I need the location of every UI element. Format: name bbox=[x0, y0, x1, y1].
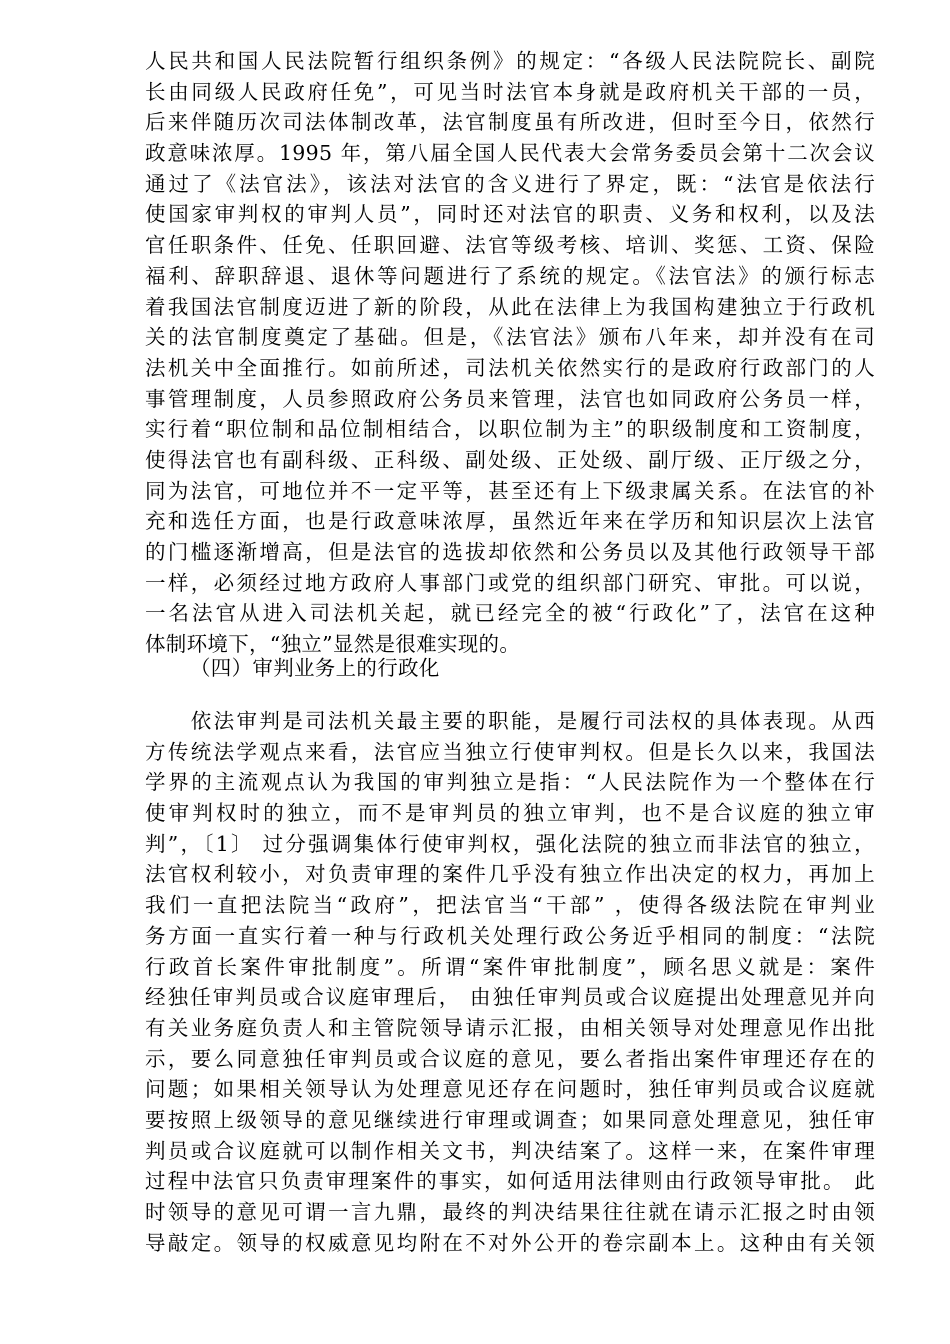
body-paragraph bbox=[145, 706, 875, 1258]
text-line: 法官权利较小，对负责审理的案件几乎没有独立作出决定的权力，再加上 bbox=[145, 862, 875, 887]
text-line: 依法审判是司法机关最主要的职能，是履行司法权的具体表现。从西 bbox=[145, 709, 875, 733]
text-line: 要按照上级领导的意见继续进行审理或调查；如果同意处理意见，独任审 bbox=[145, 1107, 875, 1132]
text-line: 导敲定。领导的权威意见均附在不对外公开的卷宗副本上。这种由有关领 bbox=[145, 1230, 875, 1255]
text-line: 人民共和国人民法院暂行组织条例》的规定：“各级人民法院院长、副院 bbox=[145, 49, 875, 73]
text-line: 政意味浓厚。1995 年，第八届全国人民代表大会常务委员会第十二次会议 bbox=[145, 141, 875, 166]
body-paragraph bbox=[145, 46, 875, 660]
text-line: 官任职条件、任免、任职回避、法官等级考核、培训、奖惩、工资、保险 bbox=[145, 233, 875, 258]
text-line: 着我国法官制度迈进了新的阶段，从此在法律上为我国构建独立于行政机 bbox=[145, 294, 875, 319]
text-line: 福利、辞职辞退、退休等问题进行了系统的规定。《法官法》的颁行标志 bbox=[145, 263, 875, 288]
text-line: 我们一直把法院当“政府”，把法官当“干部” ，使得各级法院在审判业 bbox=[145, 893, 875, 918]
text-line: 的门槛逐渐增高，但是法官的选拔却依然和公务员以及其他行政领导干部 bbox=[145, 540, 875, 564]
text-line: 同为法官，可地位并不一定平等，甚至还有上下级隶属关系。在法官的补 bbox=[145, 478, 875, 503]
text-line: 实行着“职位制和品位制相结合，以职位制为主”的职级制度和工资制度， bbox=[145, 417, 875, 442]
text-line: 问题；如果相关领导认为处理意见还存在问题时，独任审判员或合议庭就 bbox=[145, 1077, 875, 1102]
section-heading: （四）审判业务上的行政化 bbox=[190, 656, 440, 680]
text-line: 判员或合议庭就可以制作相关文书，判决结案了。这样一来，在案件审理 bbox=[145, 1138, 875, 1163]
text-line: 学界的主流观点认为我国的审判独立是指：“人民法院作为一个整体在行 bbox=[145, 770, 875, 795]
text-line: 示，要么同意独任审判员或合议庭的意见，要么者指出案件审理还存在的 bbox=[145, 1046, 875, 1071]
text-line: 方传统法学观点来看，法官应当独立行使审判权。但是长久以来，我国法 bbox=[145, 739, 875, 764]
text-line: 使国家审判权的审判人员”，同时还对法官的职责、义务和权利，以及法 bbox=[145, 202, 875, 227]
text-line: 通过了《法官法》，该法对法官的含义进行了界定，既：“法官是依法行 bbox=[145, 171, 875, 196]
text-line: 经独任审判员或合议庭审理后， 由独任审判员或合议庭提出处理意见并向 bbox=[145, 985, 875, 1010]
text-line: 体制环境下，“独立”显然是很难实现的。 bbox=[145, 632, 521, 657]
text-line: 判”，〔1〕 过分强调集体行使审判权，强化法院的独立而非法官的独立， bbox=[145, 831, 875, 856]
text-line: 法机关中全面推行。如前所述，司法机关依然实行的是政府行政部门的人 bbox=[145, 355, 875, 380]
text-line: 一样，必须经过地方政府人事部门或党的组织部门研究、审批。可以说， bbox=[145, 570, 875, 595]
text-line: 行政首长案件审批制度”。所谓“案件审批制度”，顾名思义就是：案件 bbox=[145, 954, 875, 979]
text-line: 事管理制度，人员参照政府公务员来管理，法官也如同政府公务员一样， bbox=[145, 386, 875, 411]
text-line: 关的法官制度奠定了基础。但是，《法官法》颁布八年来，却并没有在司 bbox=[145, 325, 875, 350]
text-line: 使得法官也有副科级、正科级、副处级、正处级、副厅级、正厅级之分， bbox=[145, 447, 875, 472]
text-line: 有关业务庭负责人和主管院领导请示汇报，由相关领导对处理意见作出批 bbox=[145, 1015, 875, 1040]
text-line: 过程中法官只负责审理案件的事实，如何适用法律则由行政领导审批。 此 bbox=[145, 1169, 875, 1194]
text-line: 后来伴随历次司法体制改革，法官制度虽有所改进，但时至今日，依然行 bbox=[145, 110, 875, 135]
text-line: 使审判权时的独立，而不是审判员的独立审判，也不是合议庭的独立审 bbox=[145, 801, 875, 826]
text-line: 充和选任方面，也是行政意味浓厚，虽然近年来在学历和知识层次上法官 bbox=[145, 509, 875, 534]
text-line: 务方面一直实行着一种与行政机关处理行政公务近乎相同的制度：“法院 bbox=[145, 923, 875, 948]
text-line: 时领导的意见可谓一言九鼎，最终的判决结果往往就在请示汇报之时由领 bbox=[145, 1200, 875, 1224]
text-line: 一名法官从进入司法机关起，就已经完全的被“行政化”了，法官在这种 bbox=[145, 601, 875, 626]
text-line: 长由同级人民政府任免”，可见当时法官本身就是政府机关干部的一员， bbox=[145, 79, 875, 104]
